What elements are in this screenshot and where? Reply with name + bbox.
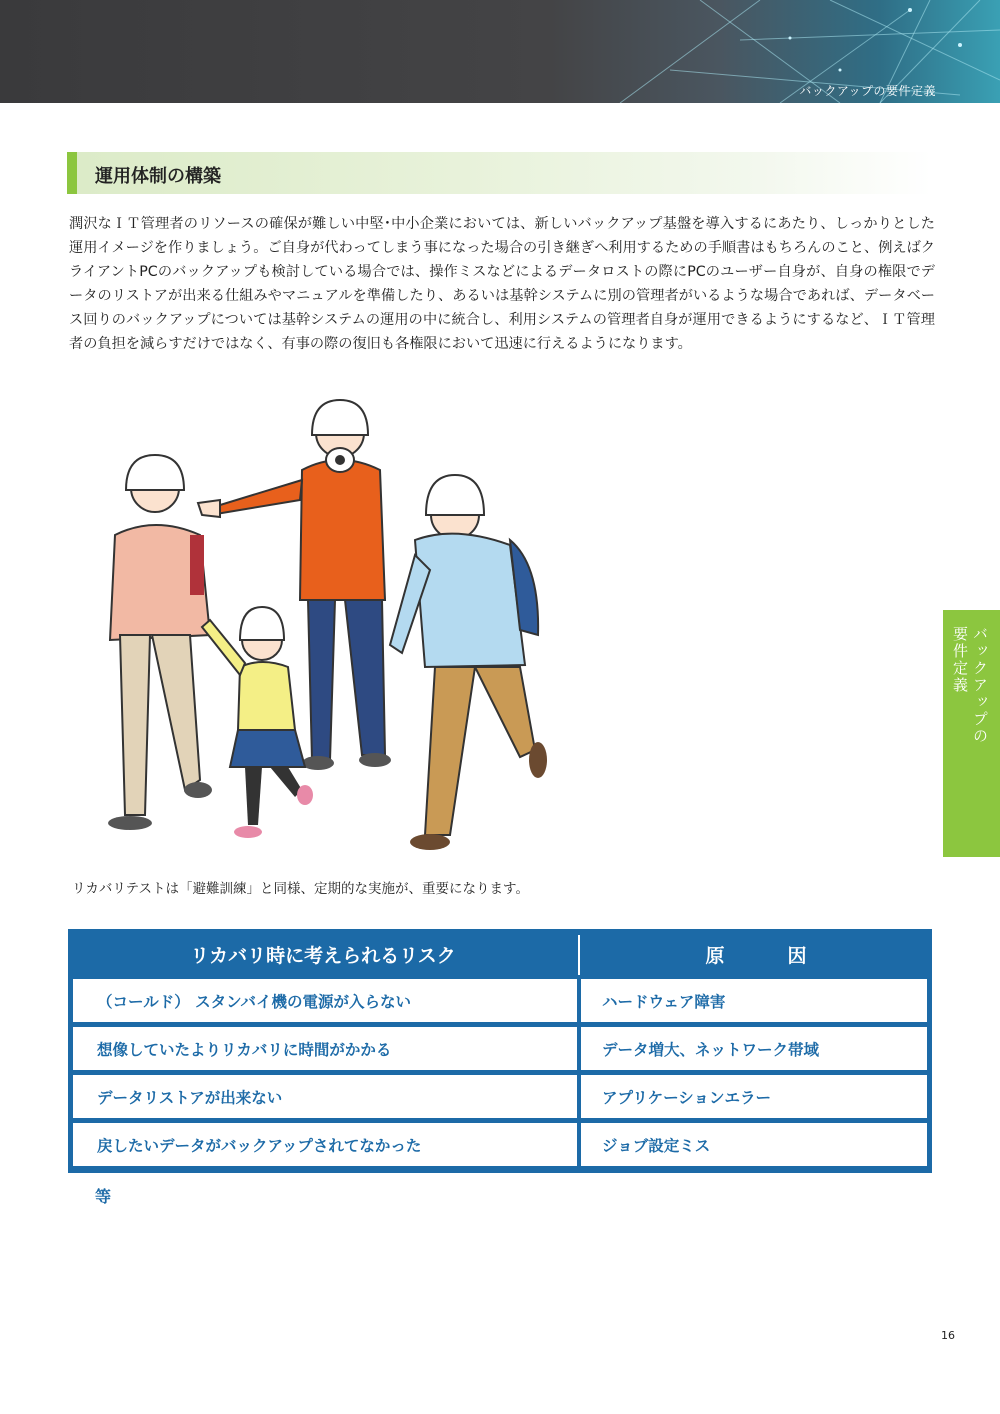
page-number: 16 bbox=[941, 1329, 955, 1342]
header-banner bbox=[0, 0, 1000, 103]
network-pattern-graphic bbox=[580, 0, 1000, 103]
section-title: 運用体制の構築 bbox=[95, 166, 221, 187]
table-cell-risk: 想像していたよりリカバリに時間がかかる bbox=[73, 1027, 577, 1070]
leader-figure bbox=[198, 400, 391, 770]
man-figure bbox=[390, 475, 547, 850]
girl-figure bbox=[202, 607, 313, 838]
table-cell-risk: データリストアが出来ない bbox=[73, 1075, 577, 1118]
table-tail-note: 等 bbox=[95, 1187, 112, 1206]
table-cell-cause: アプリケーションエラー bbox=[581, 1075, 927, 1118]
table-cell-cause: データ増大、ネットワーク帯域 bbox=[581, 1027, 927, 1070]
chapter-side-tab bbox=[943, 610, 1000, 857]
body-paragraph: 潤沢なＩＴ管理者のリソースの確保が難しい中堅･中小企業においては、新しいバックアップ基盤を導入するにあたり、しっかりとした運用イメージを作りましょう。ご自身が代わってしまう事になった場合の引き継ぎへ利用するための手順書はもちろんのこと、例えばクライアントPCのバックアップも検討している場合では、操作ミスなどによるデータロストの際にPCのユーザー自身が、自身の権限でデータのリストアが出来る仕組みやマニュアルを準備したり、あるいは基幹システムに別の管理者がいるような場合であれば、データベース回りのバックアップについては基幹システムの運用の中に統合し、利用システムの管理者自身が運用できるようにするなど、ＩＴ管理者の負担を減らすだけではなく、有事の際の復旧も各権限において迅速に行えるようになります。 bbox=[69, 216, 935, 353]
side-tab-line-2: 要件定義 bbox=[951, 626, 969, 694]
table-cell-risk: （コールド） スタンバイ機の電源が入らない bbox=[73, 979, 577, 1022]
woman-figure bbox=[108, 455, 212, 830]
illustration-caption: リカバリテストは「避難訓練」と同様、定期的な実施が、重要になります。 bbox=[72, 881, 529, 897]
table-cell-risk: 戻したいデータがバックアップされてなかった bbox=[73, 1123, 577, 1166]
table-header-cause: 原 因 bbox=[705, 944, 829, 967]
section-heading-bar bbox=[67, 152, 932, 194]
table-header-risk: リカバリ時に考えられるリスク bbox=[190, 944, 456, 967]
table-cell-cause: ジョブ設定ミス bbox=[581, 1123, 927, 1166]
banner-title: バックアップの要件定義 bbox=[799, 84, 936, 98]
evacuation-drill-illustration bbox=[90, 395, 560, 865]
risk-cause-table bbox=[68, 929, 932, 1173]
table-cell-cause: ハードウェア障害 bbox=[581, 979, 927, 1022]
side-tab-line-1: バックアップの bbox=[971, 626, 989, 745]
